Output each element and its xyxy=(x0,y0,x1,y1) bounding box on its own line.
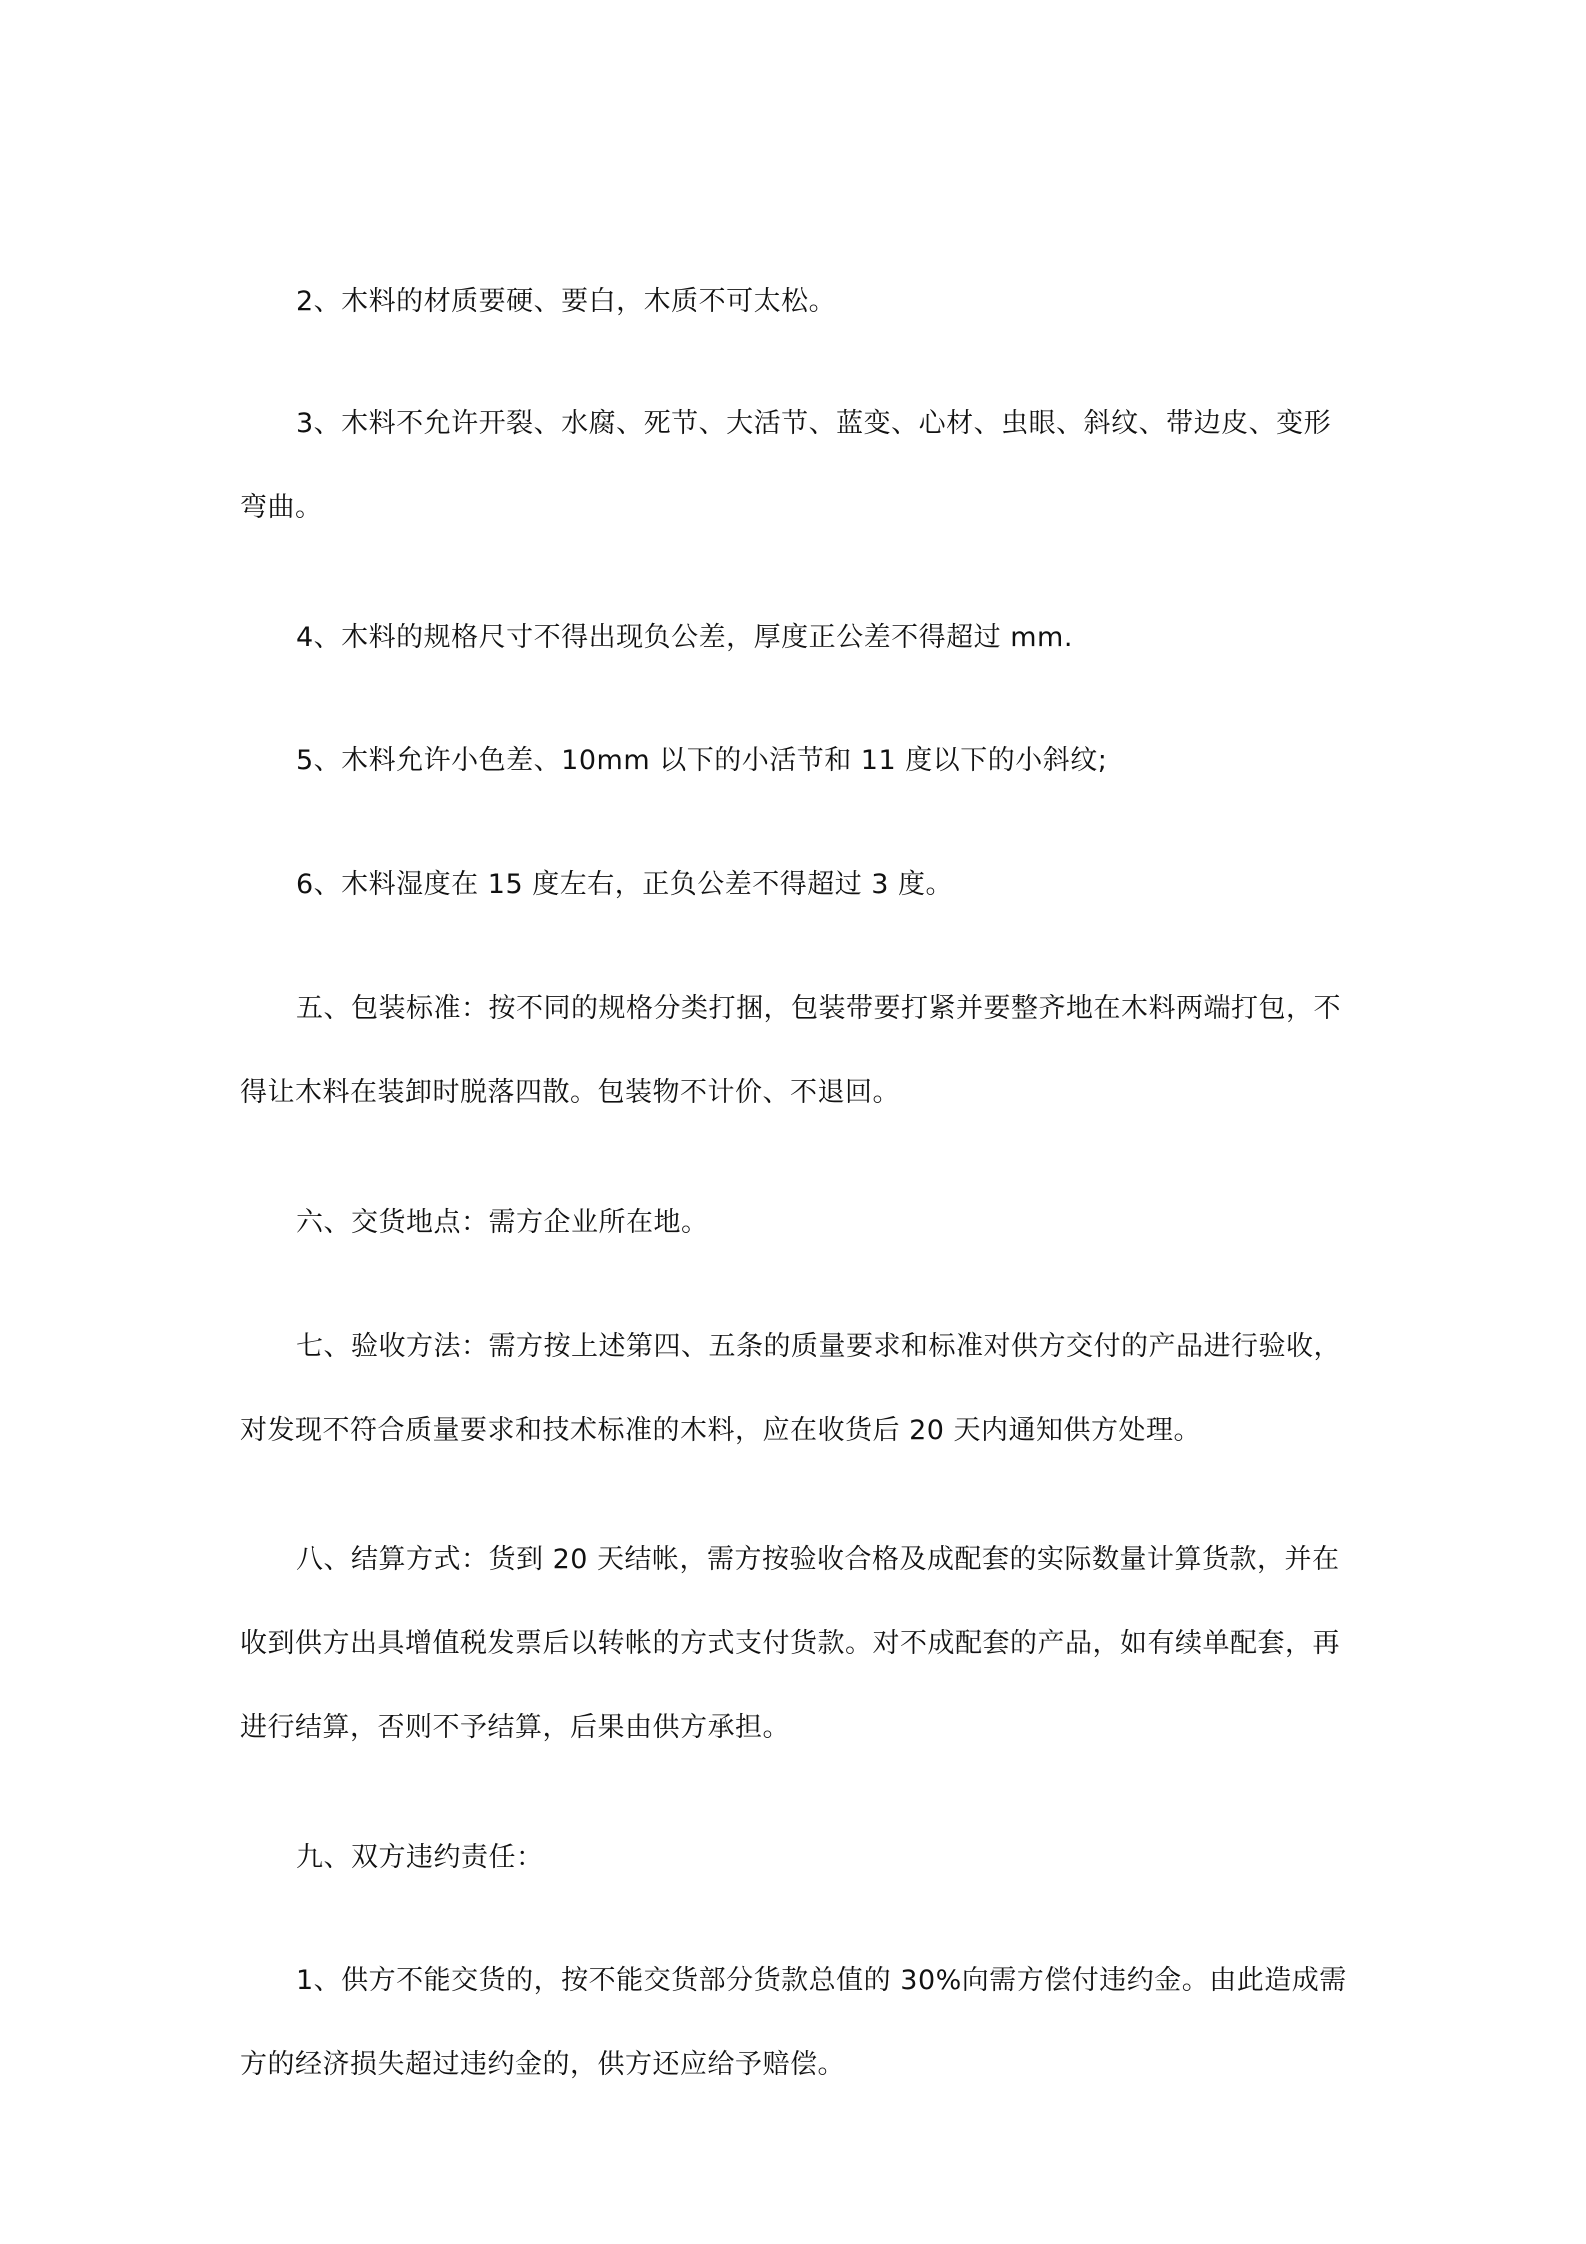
paragraph-humidity: 6、木料湿度在 15 度左右，正负公差不得超过 3 度。 xyxy=(296,869,954,900)
paragraph-packaging-standard: 五、包装标准：按不同的规格分类打捆，包装带要打紧并要整齐地在木料两端打包，不得让木料在装卸时脱落四散。包装物不计价、不退回。 xyxy=(240,993,1341,1108)
paragraph-wood-defects: 3、木料不允许开裂、水腐、死节、大活节、蓝变、心材、虫眼、斜纹、带边皮、变形弯曲。 xyxy=(240,408,1332,523)
paragraph-wood-hardness: 2、木料的材质要硬、要白，木质不可太松。 xyxy=(296,286,837,317)
paragraph-delivery-location: 六、交货地点：需方企业所在地。 xyxy=(296,1207,709,1238)
paragraph-allowed-minor-defects: 5、木料允许小色差、10mm 以下的小活节和 11 度以下的小斜纹; xyxy=(296,745,1108,776)
paragraph-size-tolerance: 4、木料的规格尺寸不得出现负公差，厚度正公差不得超过 mm. xyxy=(296,622,1073,653)
paragraph-settlement-method: 八、结算方式：货到 20 天结帐，需方按验收合格及成配套的实际数量计算货款，并在收到供方出具增值税发票后以转帐的方式支付货款。对不成配套的产品，如有续单配套，再进行结算，否则不予结算，后果由供方承担。 xyxy=(240,1544,1340,1743)
paragraph-acceptance-method: 七、验收方法：需方按上述第四、五条的质量要求和标准对供方交付的产品进行验收，对发现不符合质量要求和技术标准的木料，应在收货后 20 天内通知供方处理。 xyxy=(240,1331,1341,1446)
paragraph-supplier-breach: 1、供方不能交货的，按不能交货部分货款总值的 30%向需方偿付违约金。由此造成需方的经济损失超过违约金的，供方还应给予赔偿。 xyxy=(240,1965,1347,2080)
paragraph-breach-liability-heading: 九、双方违约责任： xyxy=(296,1842,544,1873)
